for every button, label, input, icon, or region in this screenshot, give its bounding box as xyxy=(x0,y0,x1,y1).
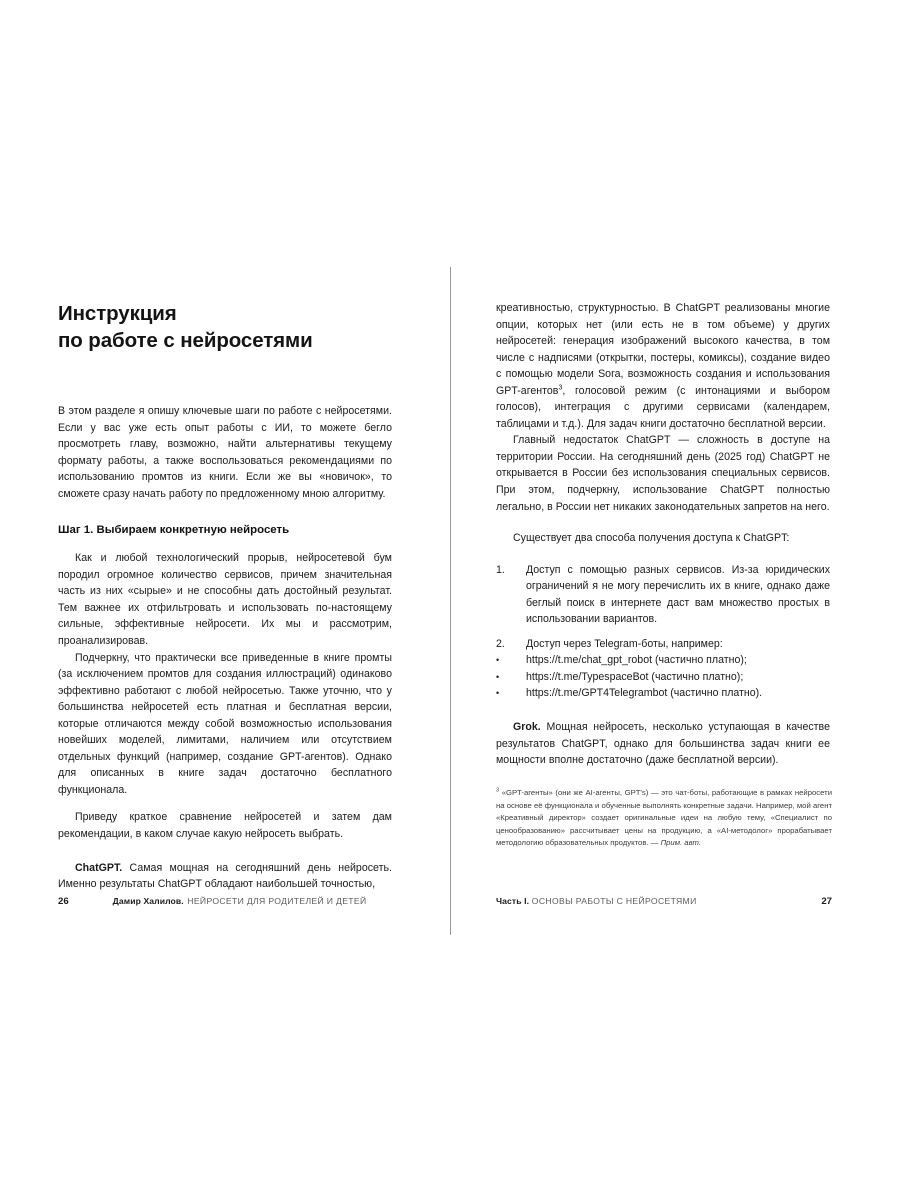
intro-paragraph: В этом разделе я опишу ключевые шаги по работе с нейросетями. Если у вас уже есть опыт работы с ИИ, то можете бегло просмотреть главу, возможно, найти альтернативы текущему формату работы, а также воспользоваться рекомендациями по использованию промтов из книги. Если же вы «новичок», то сможете сразу начать работу по предложенному мною алгоритму. xyxy=(58,405,392,500)
page-title-line-1: Инструкция xyxy=(58,302,177,325)
footer-part-label xyxy=(496,896,697,906)
list-item-text[interactable]: https://t.me/GPT4Telegrambot (частично платно). xyxy=(526,687,763,700)
footer-book-title: НЕЙРОСЕТИ ДЛЯ РОДИТЕЛЕЙ И ДЕТЕЙ xyxy=(187,896,367,906)
list-item xyxy=(496,652,830,669)
footnote-block xyxy=(496,787,832,850)
chatgpt-paragraph xyxy=(58,860,392,893)
list-item-gap xyxy=(496,628,830,636)
list-item xyxy=(496,685,830,702)
chatgpt-run-in-label: ChatGPT. xyxy=(75,861,123,874)
right-page-body xyxy=(496,300,830,769)
footnote-text: «GPT-агенты» (они же AI-агенты, GPT's) — это чат-боты, работающие в рамках нейросети на основе её функционала и обученные выполнять конкретные задачи. Например, мой агент «Креативный директор» создает оригинальные идеи на любую тему, «Специалист по ценообразованию» рассчитывает цены на продукцию, а «AI-методолог» прорабатывает методологию образовательных продуктов. — xyxy=(496,788,832,848)
list-item-bullet-icon: • xyxy=(496,655,500,666)
left-page-body xyxy=(58,300,392,893)
footnote-marker: 3 xyxy=(496,787,500,794)
chatgpt-gap xyxy=(58,843,392,860)
right-page-footer xyxy=(496,889,832,913)
list-item-marker: 2. xyxy=(496,637,505,650)
list-item-text: Доступ с помощью разных сервисов. Из-за юридических ограничений я не могу перечислить их в книге, однако даже беглый поиск в интернете даст вам множество простых в использовании вариантов. xyxy=(526,563,830,626)
footnote-reference-marker: 3 xyxy=(558,384,563,392)
access-intro-gap xyxy=(496,515,830,530)
grok-paragraph-text: Мощная нейросеть, несколько уступающая в качестве результатов ChatGPT, однако для большинства задач книги ее мощности вполне достаточно (даже бесплатной версии). xyxy=(496,721,830,767)
access-intro-paragraph: Существует два способа получения доступа к ChatGPT: xyxy=(513,532,790,545)
list-item-marker: 1. xyxy=(496,563,505,576)
grok-paragraph xyxy=(496,719,830,769)
continued-paragraph-head: креативностью, структурностью. В ChatGPT реализованы многие опции, которых нет (или есть не в том объеме) у других нейросетей: генерация изображений высокого качества, в том числе с надписями (открытки, постеры, комиксы), создание видео с помощью модели Sora, возможность создания и использования GPT-агентов xyxy=(496,302,830,397)
right-page xyxy=(450,0,900,1200)
list-item-bullet-icon: • xyxy=(496,688,500,699)
section-subhead: Шаг 1. Выбираем конкретную нейросеть xyxy=(58,524,290,537)
paragraph-gap xyxy=(58,798,392,809)
access-list xyxy=(496,562,830,702)
page-title-line-2: по работе с нейросетями xyxy=(58,329,313,352)
list-item-text[interactable]: https://t.me/chat_gpt_robot (частично платно); xyxy=(526,654,747,667)
access-list-gap xyxy=(496,547,830,562)
continued-paragraph-tail: , голосовой режим (с интонациями и выбором голосов), интеграция с другими сервисами (календарем, таблицами и т.д.). Для задач книги достаточно бесплатной версии. xyxy=(496,384,830,430)
list-item-text[interactable]: https://t.me/TypespaceBot (частично платно); xyxy=(526,670,744,683)
grok-gap xyxy=(496,702,830,719)
drawback-paragraph: Главный недостаток ChatGPT — сложность в доступе на территории России. На сегодняшний день (2025 год) ChatGPT не открывается в России без использования специальных сервисов. При этом, подчеркну, использование ChatGPT полностью легально, в России нет никаких законодательных запретов на него. xyxy=(496,434,830,513)
paragraph-2: Подчеркну, что практически все приведенные в книге промты (за исключением промтов для создания иллюстраций) одинаково эффективно работают с любой нейросетью. Также уточню, что у большинства нейросетей есть платная и бесплатная версии, которые отличаются между собой возможностью использования новейших моделей, лимитами, наличием или отсутствием отдельных функций (например, создание GPT-агентов). Однако для описанных в книге задач достаточно бесплатного функционала. xyxy=(58,651,392,796)
subhead-wrapper xyxy=(58,522,392,538)
list-item xyxy=(496,636,830,653)
page-number-right: 27 xyxy=(821,895,832,907)
page-title xyxy=(58,300,392,354)
grok-run-in-label: Grok. xyxy=(513,721,541,734)
left-page-footer xyxy=(58,889,392,913)
chatgpt-paragraph-text: Самая мощная на сегодняшний день нейросеть. Именно результаты ChatGPT обладают наибольшей точностью, xyxy=(58,861,392,891)
footer-author-name: Дамир Халилов. xyxy=(112,896,184,906)
list-item-bullet-icon: • xyxy=(496,671,500,682)
list-item-text: Доступ через Telegram-боты, например: xyxy=(526,637,723,650)
continued-paragraph xyxy=(496,300,830,432)
list-item xyxy=(496,562,830,628)
footer-part-prefix: Часть I. xyxy=(496,896,530,906)
paragraph-3: Приведу краткое сравнение нейросетей и затем дам рекомендации, в каком случае какую нейросеть выбрать. xyxy=(58,811,392,841)
footnote-attribution: Прим. авт. xyxy=(660,838,701,848)
paragraph-1: Как и любой технологический прорыв, нейросетевой бум породил огромное количество сервисов, причем значительная часть из них «сырые» и не способны дать достойный результат. Тем важнее их отфильтровать и использовать по-настоящему сильные, эффективные нейросети. Их мы и рассмотрим, проанализировав. xyxy=(58,552,392,648)
list-item xyxy=(496,669,830,686)
page-number-left: 26 xyxy=(58,895,69,907)
footer-part-title: ОСНОВЫ РАБОТЫ С НЕЙРОСЕТЯМИ xyxy=(529,896,697,906)
